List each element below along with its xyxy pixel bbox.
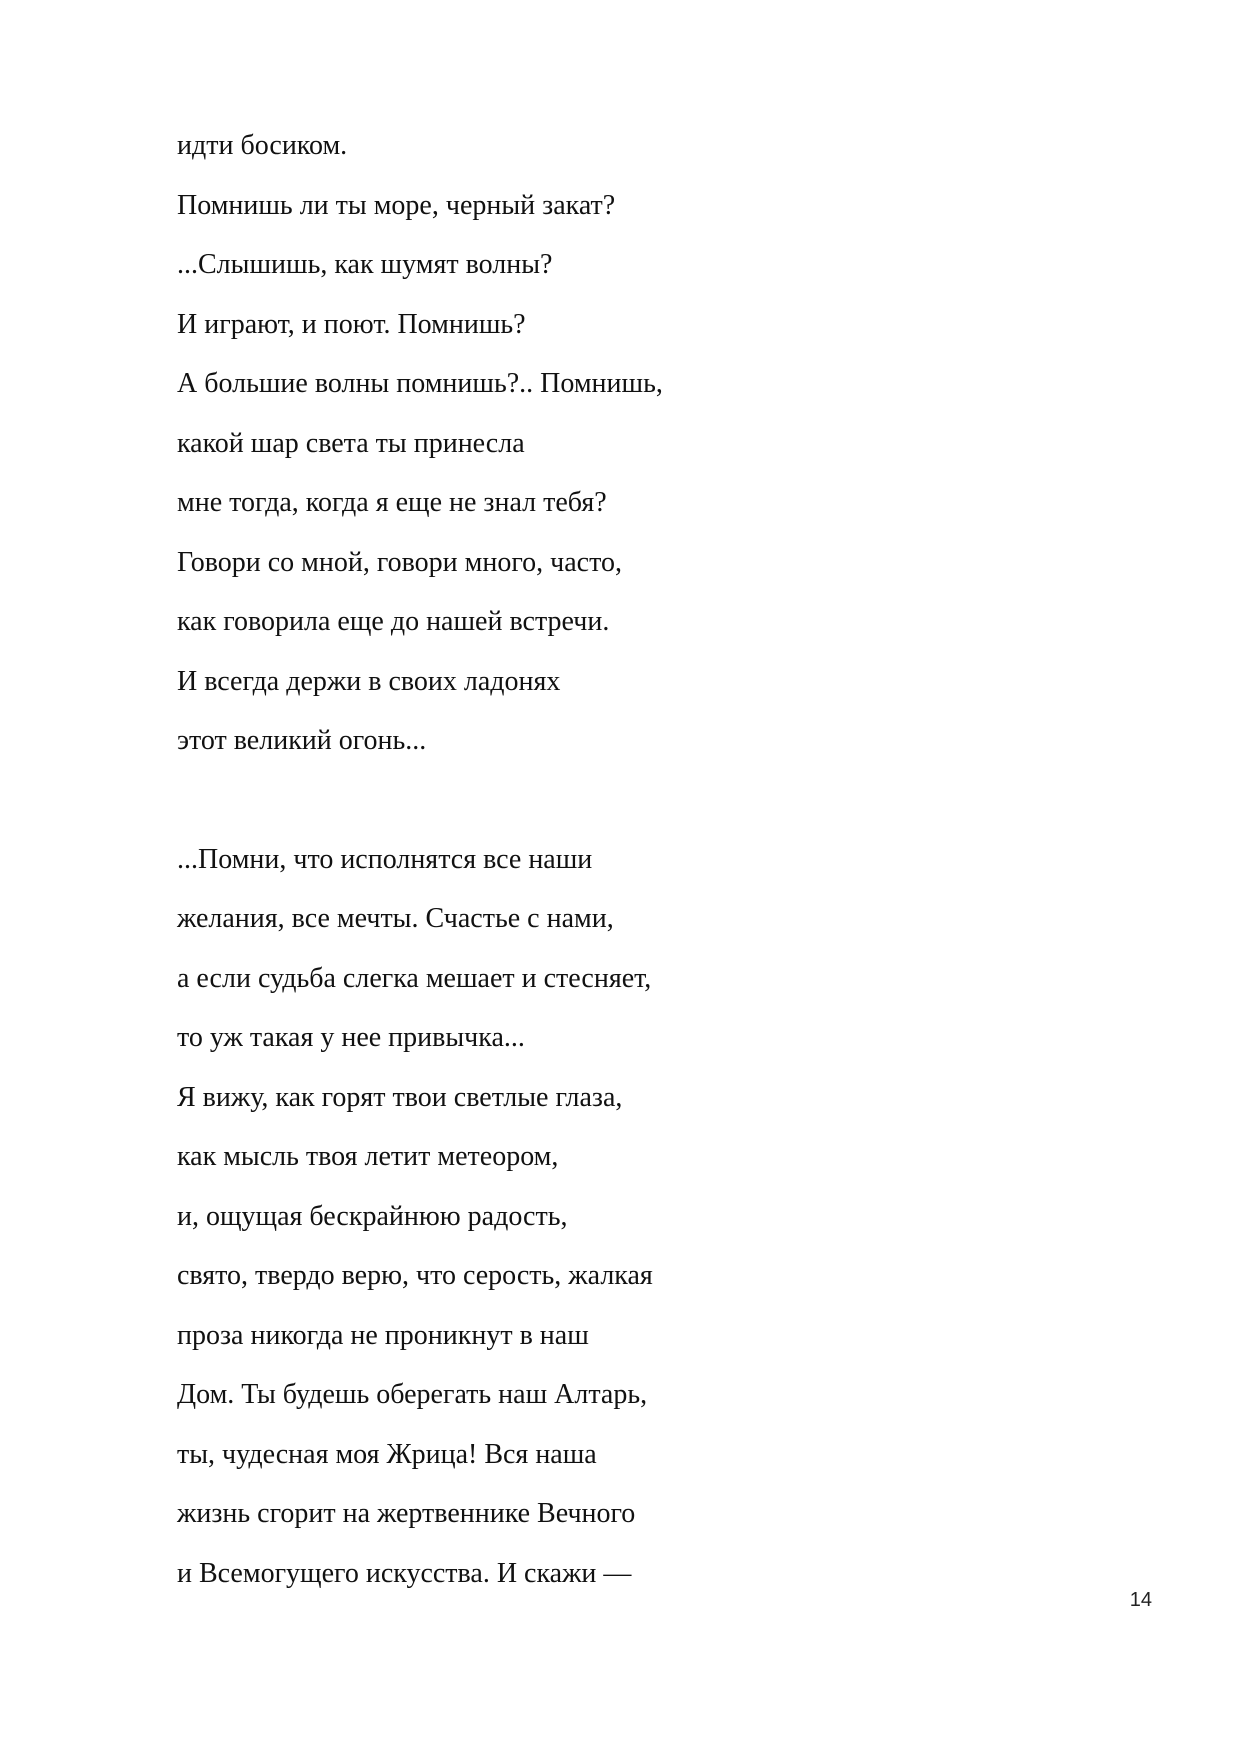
text-line: какой шар света ты принесла: [177, 427, 525, 459]
text-line: как говорила еще до нашей встречи.: [177, 606, 610, 637]
text-line: И играют, и поют. Помнишь?: [177, 308, 526, 340]
text-line: и, ощущая бескрайнюю радость,: [177, 1200, 568, 1232]
stanza-1: [177, 116, 1077, 771]
text-line: желания, все мечты. Счастье с нами,: [177, 903, 614, 934]
text-line: Говори со мной, говори много, часто,: [177, 546, 622, 578]
text-line: И всегда держи в своих ладонях: [177, 665, 561, 697]
text-line: этот великий огонь...: [177, 725, 427, 756]
text-line: идти босиком.: [177, 130, 348, 161]
text-line: как мысль твоя летит метеором,: [177, 1141, 559, 1172]
text-line: Дом. Ты будешь оберегать наш Алтарь,: [177, 1379, 648, 1410]
text-line: ...Слышишь, как шумят волны?: [177, 249, 553, 280]
text-line: жизнь сгорит на жертвеннике Вечного: [177, 1498, 636, 1529]
text-line: Я вижу, как горят твои светлые глаза,: [177, 1081, 623, 1113]
text-line: Помнишь ли ты море, черный закат?: [177, 189, 616, 221]
text-line: и Всемогущего искусства. И скажи —: [177, 1557, 632, 1589]
text-line: проза никогда не проникнут в наш: [177, 1319, 589, 1351]
text-line: свято, твердо верю, что серость, жалкая: [177, 1260, 653, 1291]
text-line: ты, чудесная моя Жрица! Вся наша: [177, 1438, 597, 1470]
text-line: А большие волны помнишь?.. Помнишь,: [177, 368, 663, 399]
text-line: то уж такая у нее привычка...: [177, 1022, 525, 1053]
text-line: а если судьба слегка мешает и стесняет,: [177, 962, 652, 994]
stanza-2: [177, 830, 1077, 1604]
text-line: ...Помни, что исполнятся все наши: [177, 843, 593, 875]
text-line: мне тогда, когда я еще не знал тебя?: [177, 487, 607, 518]
page-number: 14: [1129, 1589, 1152, 1611]
poem-text: [177, 116, 1077, 1603]
